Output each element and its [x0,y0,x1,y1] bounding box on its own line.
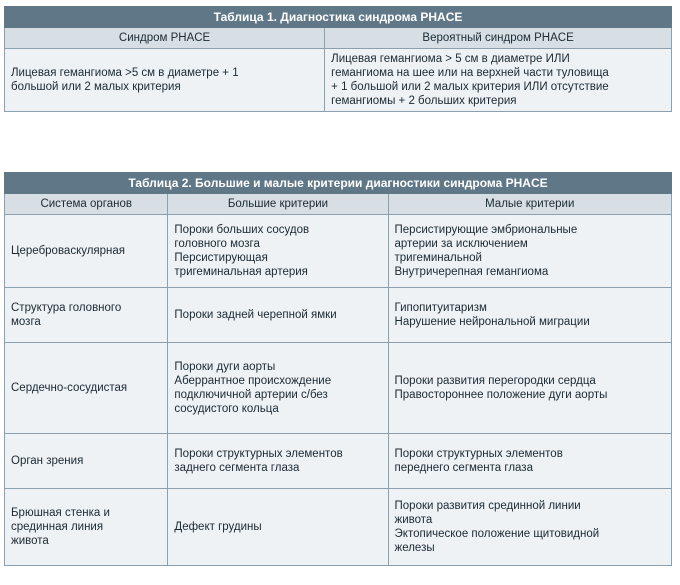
minor-criteria-cell [388,215,671,288]
cell-line: Пороки дуги аорты [174,361,276,373]
cell-line: Правостороннее положение дуги аорты [394,389,608,401]
cell-line: Дефект грудины [174,521,262,533]
cell-line: Пороки больших сосудов [174,224,310,236]
table-row [5,489,672,566]
column-header: Вероятный синдром PHACE [325,28,672,49]
table-title-row [5,7,672,28]
table-title: Таблица 2. Большие и малые критерии диагностики синдрома PHACE [5,173,672,194]
column-header: Большие критерии [168,194,388,215]
table-row [5,49,672,112]
cell-line: Персистирующие эмбриональные [394,224,578,236]
system-cell [5,343,168,434]
cell-line: Пороки структурных элементов [174,448,343,460]
system-cell [5,288,168,343]
cell-line: заднего сегмента глаза [174,462,300,474]
cell-line: живота [11,535,49,547]
phace-diagnosis-table [4,6,672,112]
table-header-row [5,28,672,49]
minor-criteria-cell [388,434,671,489]
cell-line: Пороки задней черепной ямки [174,309,337,321]
table-title: Таблица 1. Диагностика синдрома PHACE [5,7,672,28]
cell-line: Орган зрения [11,455,84,467]
minor-criteria-cell [388,288,671,343]
cell-line: гемангиома на шее или на верхней части туловища [331,67,609,79]
phace-criteria-table [4,172,672,566]
cell-line: + 1 большой или 2 малых критерия ИЛИ отсутствие [331,81,609,93]
cell-line: Эктопическое положение щитовидной [394,528,600,540]
cell-line: живота [394,514,433,526]
cell-line: Пороки развития срединной линии [394,500,581,512]
major-criteria-cell [168,215,388,288]
cell-line: сосудистого кольца [174,403,279,415]
cell-line: тригеминальной [394,252,482,264]
cell-line: Лицевая гемангиома >5 см в диаметре + 1 [11,67,239,79]
cell-line: переднего сегмента глаза [394,462,533,474]
cell-line: Брюшная стенка и [11,507,110,519]
table-row [5,215,672,288]
cell-line: Аберрантное происхождение [174,375,332,387]
cell-line: Сердечно-сосудистая [11,382,128,394]
system-cell [5,434,168,489]
cell-line: тригеминальная артерия [174,266,308,278]
cell-line: головного мозга [174,238,260,250]
cell-line: Пороки структурных элементов [394,448,563,460]
column-header: Малые критерии [388,194,671,215]
system-cell [5,489,168,566]
major-criteria-cell [168,288,388,343]
table-row [5,288,672,343]
table-row [5,343,672,434]
cell-line: Персистирующая [174,252,268,264]
table-row [5,434,672,489]
cell-line: Пороки развития перегородки сердца [394,375,596,387]
cell-line: Гипопитуитаризм [394,302,487,314]
system-cell [5,215,168,288]
cell-line: Внутричерепная гемангиома [394,266,549,278]
cell-line: Структура головного [11,302,122,314]
cell-line: большой или 2 малых критерия [11,81,181,93]
column-header: Система органов [5,194,168,215]
cell-line: гемангиомы + 2 больших критерия [331,95,517,107]
cell-line: артерии за исключением [394,238,528,250]
cell-line: Лицевая гемангиома > 5 см в диаметре ИЛИ [331,53,570,65]
cell-line: подключичной артерии с/без [174,389,328,401]
cell-line: мозга [11,316,41,328]
cell-line: железы [394,542,435,554]
major-criteria-cell [168,489,388,566]
table-header-row [5,194,672,215]
cell-line: Цереброваскулярная [11,245,126,257]
minor-criteria-cell [388,343,671,434]
major-criteria-cell [168,343,388,434]
table-cell [5,49,325,112]
column-header: Синдром PHACE [5,28,325,49]
table-title-row [5,173,672,194]
major-criteria-cell [168,434,388,489]
minor-criteria-cell [388,489,671,566]
cell-line: срединная линия [11,521,104,533]
cell-line: Нарушение нейрональной миграции [394,316,590,328]
table-cell [325,49,672,112]
